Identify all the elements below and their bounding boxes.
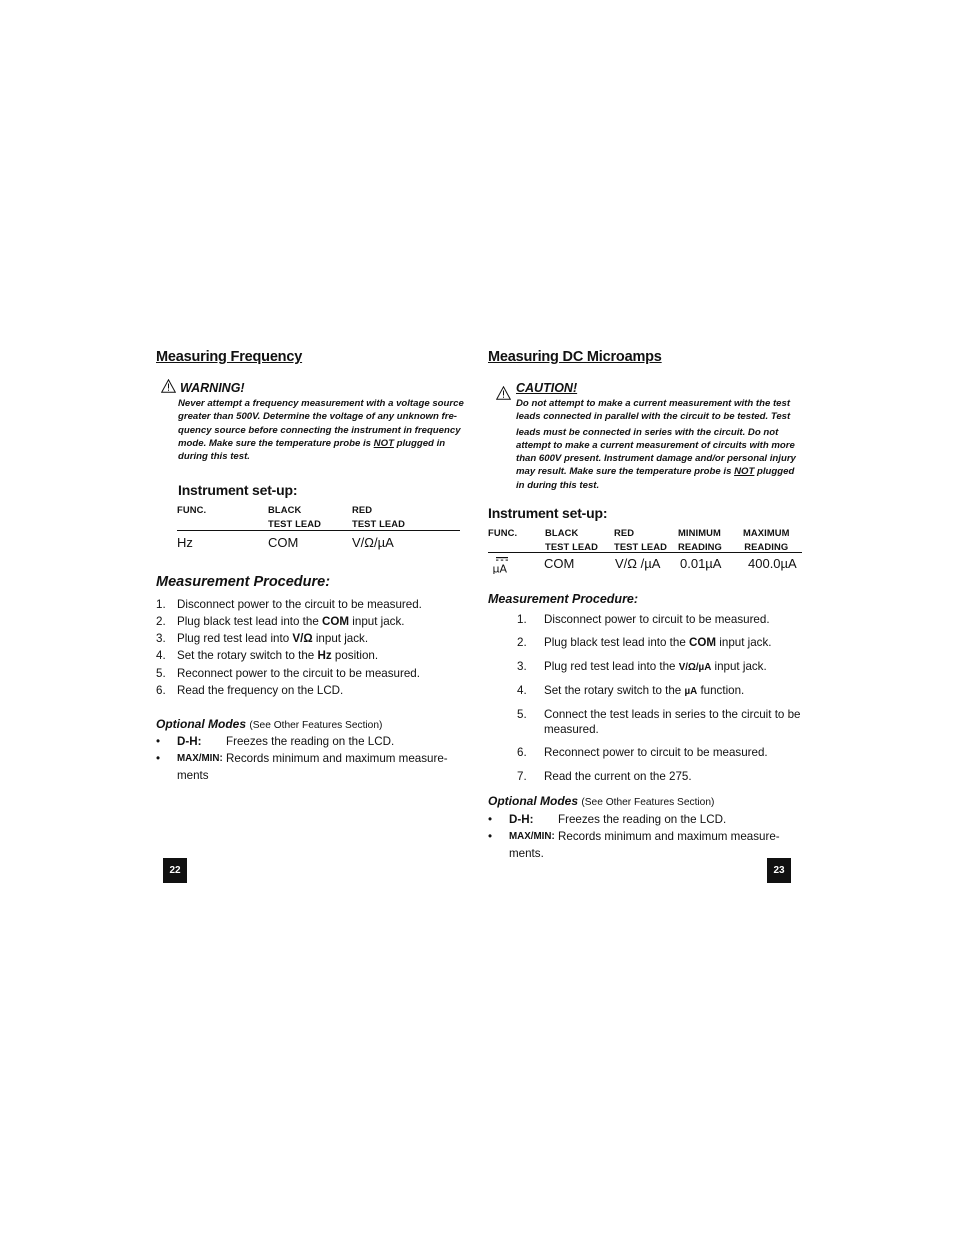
svg-text:µA: µA [492,562,508,574]
left-optional-item: • D-H: Freezes the reading on the LCD. [156,735,395,748]
left-step: 4. Set the rotary switch to the Hz position. [156,649,379,662]
right-col-black: BLACK TEST LEAD [545,527,598,552]
right-page-number: 23 [767,858,791,883]
right-table-rule [488,552,802,553]
warning-text: Never attempt a frequency measurement with a voltage source greater than 500V. Determine the voltage of any unknown fre- quency source before connecting the instrument in frequency mode. Make sure the temperature probe is NOT plugged in during this test. [178,398,464,463]
left-cell-red: V/Ω/µA [352,535,394,550]
right-col-func: FUNC. [488,527,518,538]
right-step: 6. Reconnect power to circuit to be measured. [517,746,768,759]
left-step: 3. Plug red test lead into V/Ω input jack. [156,632,369,645]
left-page-number: 22 [163,858,187,883]
right-col-red: RED TEST LEAD [614,527,667,552]
left-col-black: BLACK TEST LEAD [268,504,321,529]
right-col-maximum: MAXIMUM READING [743,527,790,552]
warning-label: WARNING! [180,381,245,395]
right-page-title: Measuring DC Microamps [488,349,662,365]
right-col-minimum: MINIMUM READING [678,527,722,552]
right-step: 7. Read the current on the 275. [517,770,692,783]
left-page-title: Measuring Frequency [156,349,303,365]
left-setup-title: Instrument set-up: [178,482,298,498]
caution-triangle-icon [496,386,511,400]
right-step: 4. Set the rotary switch to the µA function. [517,684,745,697]
caution-text: Do not attempt to make a current measurement with the test leads connected in parallel with the circuit to be tested. Test leads must be connected in series with the circuit. Do not attempt to make a current measurement of circuits with more than 600V present. Instrument damage and/or personal injury may result. Make sure the temperature probe is NOT plugged in during this test. [516,398,796,491]
left-col-red: RED TEST LEAD [352,504,405,529]
right-cell-black: COM [544,556,575,571]
left-optional-modes: Optional Modes (See Other Features Section) [156,717,383,731]
left-cell-black: COM [268,535,299,550]
right-step: 2. Plug black test lead into the COM input jack. [517,636,772,649]
dc-microamp-icon [492,556,512,574]
left-procedure-title: Measurement Procedure: [156,574,331,590]
right-step: 5. Connect the test leads in series to the circuit to be measured. [517,708,801,736]
right-cell-minimum: 0.01µA [680,556,722,571]
right-cell-red: V/Ω /µA [615,556,661,571]
left-optional-item: • MAX/MIN: Records minimum and maximum measure- ments [156,752,448,782]
left-col-func: FUNC. [177,504,207,515]
right-step: 3. Plug red test lead into the V/Ω/µA input jack. [517,660,767,673]
right-step: 1. Disconnect power to circuit to be measured. [517,613,770,626]
left-step: 6. Read the frequency on the LCD. [156,684,344,697]
left-step: 2. Plug black test lead into the COM input jack. [156,615,405,628]
right-optional-item: • D-H: Freezes the reading on the LCD. [488,813,727,826]
left-cell-func: Hz [177,535,193,550]
caution-label: CAUTION! [516,381,578,395]
right-optional-modes: Optional Modes (See Other Features Section) [488,794,715,808]
warning-triangle-icon [161,379,176,393]
left-step: 1. Disconnect power to the circuit to be measured. [156,598,422,611]
right-setup-title: Instrument set-up: [488,505,608,521]
right-optional-item: • MAX/MIN: Records minimum and maximum measure- ments. [488,830,780,860]
right-procedure-title: Measurement Procedure: [488,592,639,606]
left-step: 5. Reconnect power to the circuit to be measured. [156,667,420,680]
right-cell-maximum: 400.0µA [748,556,797,571]
left-table-rule [177,530,460,531]
